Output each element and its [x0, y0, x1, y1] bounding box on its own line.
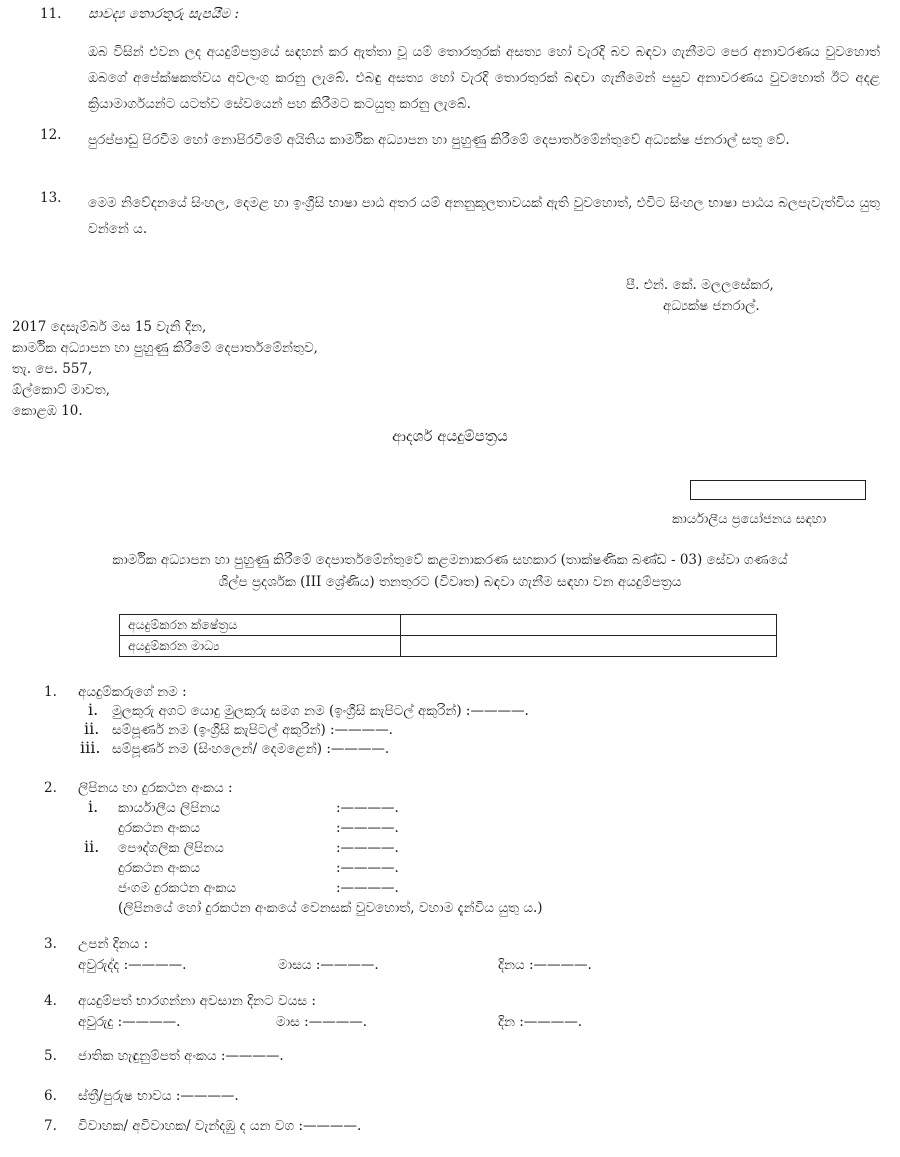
medium-value-cell[interactable] — [401, 636, 777, 657]
form-heading-line-2: ශිල්ප ප්‍රදර්ශක (III ශ්‍රේණිය) තනතුරට (විවෘත) බඳවා ගැනීම සඳහා වන අයදුම්පත්‍රය — [218, 574, 682, 590]
address-line-pobox: තැ. පෙ. 557, — [12, 361, 93, 377]
section-13-body: මෙම නිවේදනයේ සිංහල, දෙමළ හා ඉංග්‍රීසි භාෂා පාඨ අතර යම් අනනුකූලතාවයක් ඇති වුවහොත්, එවිට සිංහල භාෂා පාඨය බලපැවැත්විය යුතු වන්නේ ය. — [88, 195, 880, 237]
q1-item-full-name-english: සම්පූර්ණ නම (ඉංග්‍රීසි කැපිටල් අකුරින්) :————. — [112, 722, 393, 738]
q5-nic-field[interactable]: ජාතික හැඳුනුම්පත් අංකය :————. — [78, 1048, 284, 1064]
address-line-date: 2017 දෙසැම්බර් මස 15 වැනි දින, — [12, 319, 207, 335]
q4-months-field[interactable]: මාස :————. — [276, 1014, 367, 1030]
section-11-body: ඔබ විසින් එවන ලද අයදුම්පත්‍රයේ සඳහන් කර ඇත්තා වූ යම් තොරතුරක් අසත්‍ය හෝ වැරදි බව බඳවා ගැනීමට පෙර අනාවරණය වුවහොත් ඔබගේ අපේක්ෂකත්වය අවලංගු කරනු ලැබේ. එබඳු අසත්‍ය හෝ වැරදි තොරතුරක් බඳවා ගැනීමෙන් පසුව අනාවරණය වුවහොත් ඊට අදළ ක්‍රියාමාර්ගයන්ට යටත්ව සේවයෙන් පහ කිරීමට කටයුතු කරනු ලැබේ. — [88, 44, 880, 112]
q3-label: උපන් දිනය : — [78, 936, 149, 952]
q3-year-field[interactable]: අවුරුද්ද :————. — [78, 957, 187, 973]
q2-office-address-blank[interactable]: :————. — [336, 800, 399, 816]
application-field-table — [119, 614, 777, 657]
q2-number: 2. — [44, 780, 57, 796]
section-12-number: 12. — [40, 127, 62, 143]
q2-personal-address-blank[interactable]: :————. — [336, 840, 399, 856]
q7-number: 7. — [44, 1118, 57, 1134]
office-use-label: කාර්යාලීය ප්‍රයෝජනය සඳහා — [672, 512, 827, 527]
office-use-box — [690, 480, 866, 500]
form-heading-line-1: කාර්මික අධ්‍යාපන හා පුහුණු කිරීමේ දෙපාර්තමේන්තුවේ කළමනාකරණ සහකාර (තාක්ෂණික බණ්ඩ - 03) සේවා ගණයේ — [112, 552, 788, 568]
q2-personal-phone-blank[interactable]: :————. — [336, 860, 399, 876]
q2-roman-ii: ii. — [84, 837, 100, 856]
q2-roman-i: i. — [88, 797, 99, 816]
q2-mobile-phone-blank[interactable]: :————. — [336, 880, 399, 896]
q1-item-initials-name: මුලකුරු අගට යොදු මුලකුරු සමග නම (ඉංග්‍රීසි කැපිටල් අකුරින්) :————. — [112, 703, 529, 719]
q3-month-field[interactable]: මාසය :————. — [278, 957, 379, 973]
q6-number: 6. — [44, 1088, 57, 1104]
q1-roman-i: i. — [88, 700, 99, 719]
address-line-city: කොළඹ 10. — [12, 403, 83, 419]
field-value-cell[interactable] — [401, 615, 777, 636]
q1-number: 1. — [44, 684, 57, 700]
q2-office-phone-label: දුරකථන අංකය — [118, 820, 200, 836]
q2-label: ලිපිනය හා දුරකථන අංකය : — [78, 780, 233, 796]
field-label-cell: අයදුම්කරන ක්ෂේත්‍රය — [120, 615, 401, 636]
q1-roman-iii: iii. — [80, 738, 101, 757]
q1-label: අයදුම්කරුගේ නම : — [78, 684, 187, 700]
q1-roman-ii: ii. — [84, 719, 100, 738]
q5-number: 5. — [44, 1048, 57, 1064]
model-application-title: ආදර්ශ අයදුම්පත්‍රය — [392, 427, 508, 445]
q4-label: අයදුම්පත් භාරගන්නා අවසාන දිනට වයස : — [78, 993, 316, 1009]
q2-office-address-label: කාර්යාලීය ලිපිනය — [118, 800, 221, 816]
table-row — [120, 615, 777, 636]
q2-change-note: (ලිපිනයේ හෝ දුරකථන අංකයේ වෙනසක් වුවහොත්, වහාම දැන්විය යුතු ය.) — [118, 900, 543, 916]
q2-mobile-phone-label: ජංගම දුරකථන අංකය — [118, 880, 237, 896]
q2-personal-address-label: පෞද්ගලික ලිපිනය — [118, 840, 224, 856]
q2-personal-phone-label: දුරකථන අංකය — [118, 860, 200, 876]
q2-office-phone-blank[interactable]: :————. — [336, 820, 399, 836]
q4-years-field[interactable]: අවුරුදු :————. — [78, 1014, 181, 1030]
signature-name: පී. එන්. කේ. මලලසේකර, — [626, 277, 774, 293]
q1-item-full-name-sinhala-tamil: සම්පූර්ණ නම (සිංහලෙන්/ දෙමළෙන්) :————. — [112, 741, 390, 757]
signature-title: අධ්‍යක්ෂ ජනරාල්. — [663, 298, 760, 314]
q3-day-field[interactable]: දිනය :————. — [498, 957, 592, 973]
section-12-body: පුරප්පාඩු පිරවීම හෝ නොපිරවීමේ අයිතිය කාර්මික අධ්‍යාපන හා පුහුණු කිරීමේ දෙපාර්තමේන්තුවේ අධ්‍යක්ෂ ජනරාල් සතු වේ. — [88, 132, 790, 148]
medium-label-cell: අයදුම්කරන මාධ්‍ය — [120, 636, 401, 657]
q4-days-field[interactable]: දින :————. — [498, 1014, 583, 1030]
address-line-street: ඕල්කොට් මාවත, — [12, 382, 111, 398]
section-11-title: සාවද්‍ය තොරතුරු සැපයීම : — [88, 6, 240, 22]
q3-number: 3. — [44, 936, 57, 952]
table-row — [120, 636, 777, 657]
section-11-number: 11. — [40, 6, 62, 22]
section-13-number: 13. — [40, 190, 62, 206]
q4-number: 4. — [44, 993, 57, 1009]
q6-gender-field[interactable]: ස්ත්‍රී/පුරුෂ භාවය :————. — [78, 1088, 239, 1104]
address-line-department: කාර්මික අධ්‍යාපන හා පුහුණු කිරීමේ දෙපාර්තමේන්තුව, — [12, 340, 318, 356]
q7-civil-status-field[interactable]: විවාහක/ අවිවාහක/ වැන්දඹු ද යන වග :————. — [78, 1118, 362, 1134]
